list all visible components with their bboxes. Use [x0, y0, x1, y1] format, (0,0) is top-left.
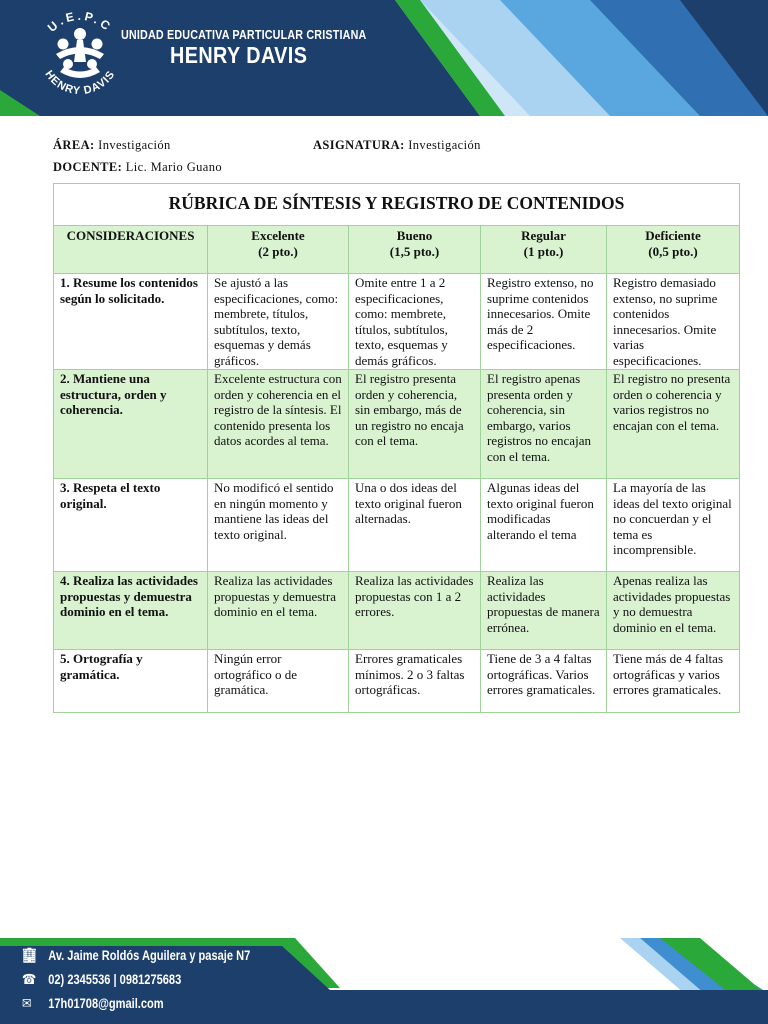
logo-text-top: U.E.P.C	[44, 8, 116, 35]
asignatura-value: Investigación	[408, 138, 481, 152]
title-row	[54, 184, 740, 226]
regular-cell: Algunas ideas del texto original fueron modificadas alterando el tema	[481, 479, 607, 572]
table-row	[54, 650, 740, 713]
footer-phone-line	[22, 971, 181, 988]
docente-label: DOCENTE:	[53, 160, 123, 174]
table-row	[54, 479, 740, 572]
column-header-bueno	[349, 226, 481, 274]
column-header-deficiente	[607, 226, 740, 274]
footer-address: Av. Jaime Roldós Aguilera y pasaje N7	[48, 948, 251, 963]
header-line2: (2 pto.)	[258, 243, 298, 259]
logo-emblem-icon	[30, 4, 130, 104]
page-header	[0, 0, 768, 116]
excelente-cell: Ningún error ortográfico o de gramática.	[208, 650, 349, 713]
docente-line	[53, 160, 222, 175]
header-line1: Bueno	[396, 228, 433, 243]
school-name-line1: UNIDAD EDUCATIVA PARTICULAR CRISTIANA	[121, 28, 367, 42]
criterion-cell: 4. Realiza las actividades propuestas y demuestra dominio en el tema.	[54, 572, 208, 650]
header-line1: Regular	[521, 228, 566, 243]
criterion-cell: 3. Respeta el texto original.	[54, 479, 208, 572]
column-header-consideraciones	[54, 226, 208, 274]
excelente-cell: No modificó el sentido en ningún momento y mantiene las ideas del texto original.	[208, 479, 349, 572]
excelente-cell: Excelente estructura con orden y coherencia en el registro de la síntesis. El contenido presenta los datos acordes al tema.	[208, 370, 349, 479]
header-line2: (0,5 pto.)	[648, 243, 698, 259]
footer-email: 17h01708@gmail.com	[48, 996, 164, 1011]
header-line2: (1 pto.)	[523, 243, 564, 259]
footer-phone: 02) 2345536 | 0981275683	[48, 972, 182, 987]
header-line1: Deficiente	[645, 228, 701, 243]
docente-value: Lic. Mario Guano	[125, 160, 223, 174]
page-footer	[0, 938, 768, 1024]
area-label: ÁREA:	[53, 138, 95, 152]
school-logo	[30, 4, 130, 104]
phone-icon: ☎︎	[22, 971, 37, 987]
email-icon: ✉︎	[22, 995, 32, 1011]
bueno-cell: El registro presenta orden y coherencia, sin embargo, más de un registro no encaja con el tema.	[349, 370, 481, 479]
rubric-title: RÚBRICA DE SÍNTESIS Y REGISTRO DE CONTENIDOS	[54, 184, 740, 226]
header-line2: (1,5 pto.)	[389, 243, 440, 259]
header-line1: CONSIDERACIONES	[66, 228, 195, 243]
bueno-cell: Una o dos ideas del texto original fueron alternadas.	[349, 479, 481, 572]
area-line	[53, 138, 171, 153]
regular-cell: Realiza las actividades propuestas de manera errónea.	[481, 572, 607, 650]
excelente-cell: Realiza las actividades propuestas y demuestra dominio en el tema.	[208, 572, 349, 650]
asignatura-line	[313, 138, 481, 153]
header-line1: Excelente	[251, 228, 305, 243]
criterion-cell: 2. Mantiene una estructura, orden y coherencia.	[54, 370, 208, 479]
deficiente-cell: Registro demasiado extenso, no suprime contenidos innecesarios. Omite varias especificaciones.	[607, 274, 740, 370]
deficiente-cell: Tiene más de 4 faltas ortográficas y varios errores gramaticales.	[607, 650, 740, 713]
regular-cell: El registro apenas presenta orden y coherencia, sin embargo, varios registros no encajan con el tema.	[481, 370, 607, 479]
bueno-cell: Errores gramaticales mínimos. 2 o 3 faltas ortográficas.	[349, 650, 481, 713]
logo-text-bottom: HENRY DAVIS	[42, 68, 118, 98]
bueno-cell: Omite entre 1 a 2 especificaciones, como: membrete, títulos, subtítulos, texto, esquemas y demás gráficos.	[349, 274, 481, 370]
building-icon: 🏢︎	[22, 947, 37, 963]
deficiente-cell: Apenas realiza las actividades propuestas y no demuestra dominio en el tema.	[607, 572, 740, 650]
footer-address-line	[22, 947, 250, 964]
table-row	[54, 274, 740, 370]
column-header-excelente	[208, 226, 349, 274]
criterion-cell: 5. Ortografía y gramática.	[54, 650, 208, 713]
asignatura-label: ASIGNATURA:	[313, 138, 405, 152]
header-row	[54, 226, 740, 274]
table-row	[54, 572, 740, 650]
regular-cell: Registro extenso, no suprime contenidos innecesarios. Omite más de 2 especificaciones.	[481, 274, 607, 370]
rubric-table	[53, 183, 740, 713]
table-row	[54, 370, 740, 479]
area-value: Investigación	[98, 138, 171, 152]
footer-email-line	[22, 995, 164, 1012]
regular-cell: Tiene de 3 a 4 faltas ortográficas. Varios errores gramaticales.	[481, 650, 607, 713]
column-header-regular	[481, 226, 607, 274]
deficiente-cell: La mayoría de las ideas del texto original no concuerdan y el tema es incomprensible.	[607, 479, 740, 572]
excelente-cell: Se ajustó a las especificaciones, como: membrete, títulos, subtítulos, texto, esquemas y demás gráficos.	[208, 274, 349, 370]
school-name-line2: HENRY DAVIS	[170, 42, 308, 68]
criterion-cell: 1. Resume los contenidos según lo solicitado.	[54, 274, 208, 370]
deficiente-cell: El registro no presenta orden o coherencia y varios registros no encajan con el tema.	[607, 370, 740, 479]
bueno-cell: Realiza las actividades propuestas con 1 a 2 errores.	[349, 572, 481, 650]
